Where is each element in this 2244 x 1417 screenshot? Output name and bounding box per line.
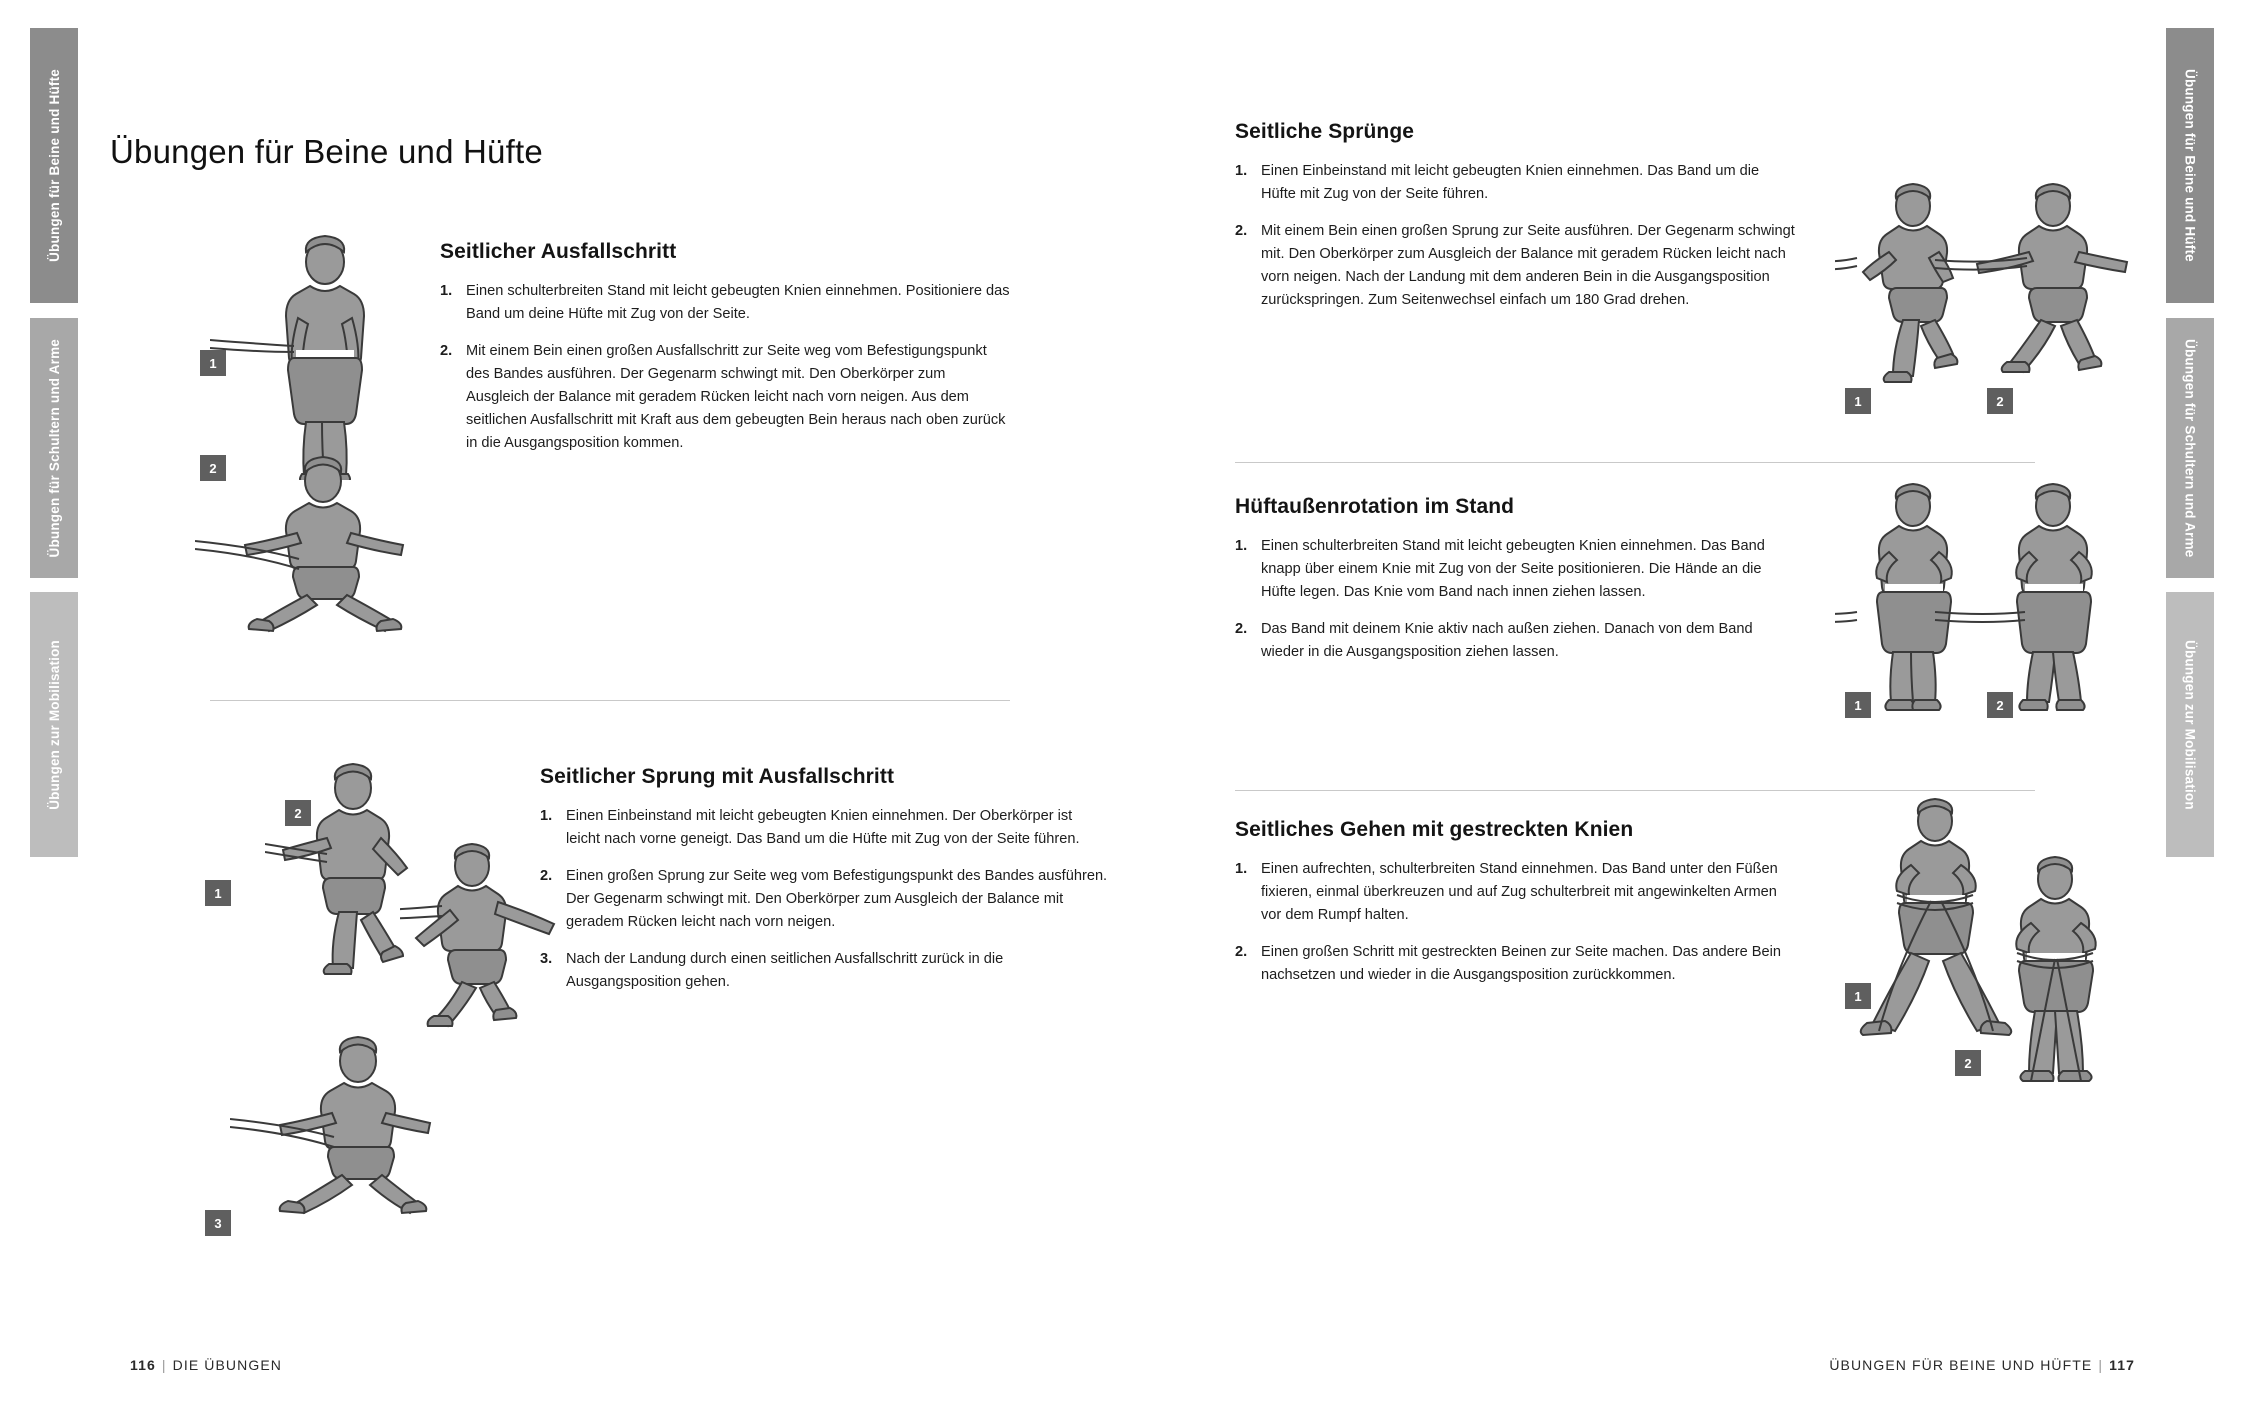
step-text: Einen Einbeinstand mit leicht gebeugten Knien einnehmen. Der Oberkörper ist leicht nach vorne geneigt. Das Band um die Hüfte mit Zug von der Seite führen. — [566, 808, 1080, 848]
figure-step-badge: 1 — [200, 350, 226, 376]
step-item — [1235, 160, 1795, 206]
exercise-block-hueftaussenrotation — [1235, 495, 1795, 678]
step-number: 1. — [440, 283, 453, 299]
step-item — [440, 340, 1010, 455]
step-number: 1. — [1235, 861, 1248, 877]
figure-step-badge: 2 — [1955, 1050, 1981, 1076]
illustration-seitliches-gehen — [1845, 795, 2165, 1085]
page-number: 117 — [2109, 1357, 2135, 1373]
exercise-block-seitliche-spruenge — [1235, 120, 1795, 326]
step-text: Einen schulterbreiten Stand mit leicht gebeugten Knien einnehmen. Positioniere das Band um deine Hüfte mit Zug von der Seite. — [466, 283, 1010, 323]
step-number: 1. — [540, 808, 553, 824]
step-number: 1. — [1235, 163, 1248, 179]
section-divider — [1235, 462, 2035, 463]
figure-step-badge: 1 — [1845, 983, 1871, 1009]
footer-right — [1829, 1357, 2135, 1373]
exercise-block-seitlicher-ausfallschritt — [440, 240, 1010, 469]
exercise-steps — [1235, 858, 1795, 987]
figure-step-badge: 1 — [1845, 388, 1871, 414]
illustration-seitliche-spruenge — [1835, 180, 2155, 420]
illustration-hueftaussenrotation — [1835, 480, 2155, 720]
illustration-seitlicher-ausfallschritt-step2 — [195, 455, 455, 635]
figure-step-badge: 2 — [285, 800, 311, 826]
step-item — [540, 805, 1110, 851]
left-page — [100, 0, 1108, 1417]
figure-side-lunge-band — [195, 455, 455, 635]
step-text: Einen großen Schritt mit gestreckten Beinen zur Seite machen. Das andere Bein nachsetzen und wieder in die Ausgangsposition zurückkommen. — [1261, 944, 1781, 984]
page-number: 116 — [130, 1357, 156, 1373]
step-number: 3. — [540, 951, 553, 968]
step-number: 2. — [1235, 223, 1248, 240]
figure-standing-band-hip — [210, 230, 440, 480]
step-text: Das Band mit deinem Knie aktiv nach außen ziehen. Danach von dem Band wieder in die Ausgangsposition ziehen lassen. — [1261, 621, 1753, 661]
figure-step-badge: 1 — [205, 880, 231, 906]
figure-pair-lateral-walk — [1845, 795, 2165, 1085]
right-page — [1235, 0, 2165, 1417]
step-number: 2. — [540, 868, 553, 885]
exercise-heading: Seitlicher Sprung mit Ausfallschritt — [540, 765, 895, 788]
side-tab-mobilisation-right[interactable] — [2166, 592, 2214, 857]
step-text: Einen großen Sprung zur Seite weg vom Befestigungspunkt des Bandes ausführen. Der Gegenarm schwingt mit. Den Oberkörper zum Ausgleich der Balance mit geradem Rücken leicht nach vorn neigen. — [566, 868, 1108, 931]
step-item — [1235, 618, 1795, 664]
left-side-tab-strip — [30, 0, 78, 1417]
step-number: 2. — [440, 343, 453, 360]
step-text: Mit einem Bein einen großen Sprung zur Seite ausführen. Der Gegenarm schwingt mit. Den Oberkörper zum Ausgleich der Balance mit geradem Rücken leicht nach vorn neigen. Nach der Landung mit dem anderen Bein in die Ausgangsposition zurückspringen. Zum Seitenwechsel einfach um 180 Grad drehen. — [1261, 223, 1795, 309]
illustration-seitlicher-ausfallschritt-step1 — [210, 230, 440, 480]
figure-step-badge: 2 — [1987, 692, 2013, 718]
step-text: Mit einem Bein einen großen Ausfallschritt zur Seite weg vom Befestigungspunkt des Bandes ausführen. Der Gegenarm schwingt mit. Den Oberkörper zum Ausgleich der Balance mit geradem Rücken leicht nach vorn neigen. Aus dem seitlichen Ausfallschritt mit Kraft aus dem gebeugten Bein heraus nach oben zurück in die Ausgangsposition kommen. — [466, 343, 1006, 452]
exercise-heading: Seitliches Gehen mit gestreckten Knien — [1235, 818, 1634, 841]
step-text: Einen aufrechten, schulterbreiten Stand einnehmen. Das Band unter den Füßen fixieren, einmal überkreuzen und auf Zug schulterbreit mit angewinkelten Armen vor dem Rumpf halten. — [1261, 861, 1778, 924]
page-title: Übungen für Beine und Hüfte — [110, 133, 543, 170]
figure-step-badge: 2 — [1987, 388, 2013, 414]
section-divider — [1235, 790, 2035, 791]
side-tab-schultern-arme-left[interactable] — [30, 318, 78, 578]
step-item — [440, 280, 1010, 326]
step-item — [540, 948, 1110, 994]
exercise-steps — [1235, 160, 1795, 312]
side-tab-label: Übungen für Beine und Hüfte — [46, 69, 62, 262]
exercise-heading: Seitlicher Ausfallschritt — [440, 240, 677, 263]
side-tab-mobilisation-left[interactable] — [30, 592, 78, 857]
step-text: Einen Einbeinstand mit leicht gebeugten Knien einnehmen. Das Band um die Hüfte mit Zug von der Seite führen. — [1261, 163, 1760, 203]
right-side-tab-strip — [2166, 0, 2214, 1417]
figure-pair-hip-rotation — [1835, 480, 2155, 720]
side-tab-beine-huefte-right[interactable] — [2166, 28, 2214, 303]
side-tab-label: Übungen zur Mobilisation — [2182, 639, 2198, 810]
illustration-seitlicher-sprung-step2 — [294, 805, 600, 1030]
footer-separator: | — [2098, 1357, 2104, 1373]
figure-step-badge: 2 — [200, 455, 226, 481]
footer-left — [130, 1357, 282, 1373]
section-divider — [210, 700, 1010, 701]
footer-section: DIE ÜBUNGEN — [172, 1357, 282, 1373]
figure-step-badge: 3 — [205, 1210, 231, 1236]
exercise-steps — [540, 805, 1110, 994]
figure-jump-sideways — [400, 840, 600, 1030]
step-number: 2. — [1235, 621, 1248, 638]
exercise-block-seitlicher-sprung-mit-ausfallschritt — [540, 765, 1110, 1008]
footer-separator: | — [161, 1357, 167, 1373]
step-item — [1235, 535, 1795, 604]
step-text: Einen schulterbreiten Stand mit leicht gebeugten Knien einnehmen. Das Band knapp über einem Knie mit Zug von der Seite positionieren. Die Hände an die Hüfte legen. Das Knie vom Band nach innen ziehen lassen. — [1261, 538, 1765, 601]
footer-section: ÜBUNGEN FÜR BEINE UND HÜFTE — [1829, 1357, 2093, 1373]
step-text: Nach der Landung durch einen seitlichen Ausfallschritt zurück in die Ausgangsposition gehen. — [566, 951, 1004, 991]
exercise-block-seitliches-gehen — [1235, 818, 1795, 1001]
step-item — [1235, 941, 1795, 987]
side-tab-schultern-arme-right[interactable] — [2166, 318, 2214, 578]
figure-landing-side-lunge — [230, 1035, 490, 1225]
exercise-steps — [1235, 535, 1795, 664]
illustration-seitlicher-sprung-step3 — [214, 1035, 490, 1231]
exercise-heading: Seitliche Sprünge — [1235, 120, 1415, 143]
side-tab-label: Übungen für Schultern und Arme — [46, 338, 62, 558]
side-tab-label: Übungen für Schultern und Arme — [2182, 338, 2198, 558]
step-item — [1235, 858, 1795, 927]
step-number: 2. — [1235, 944, 1248, 961]
step-item — [540, 865, 1110, 934]
side-tab-beine-huefte-left[interactable] — [30, 28, 78, 303]
step-number: 1. — [1235, 538, 1248, 554]
figure-pair-side-jump — [1835, 180, 2155, 420]
side-tab-label: Übungen für Beine und Hüfte — [2182, 69, 2198, 262]
figure-step-badge: 1 — [1845, 692, 1871, 718]
step-item — [1235, 220, 1795, 312]
side-tab-label: Übungen zur Mobilisation — [46, 639, 62, 810]
exercise-steps — [440, 280, 1010, 455]
exercise-heading: Hüftaußenrotation im Stand — [1235, 495, 1515, 518]
